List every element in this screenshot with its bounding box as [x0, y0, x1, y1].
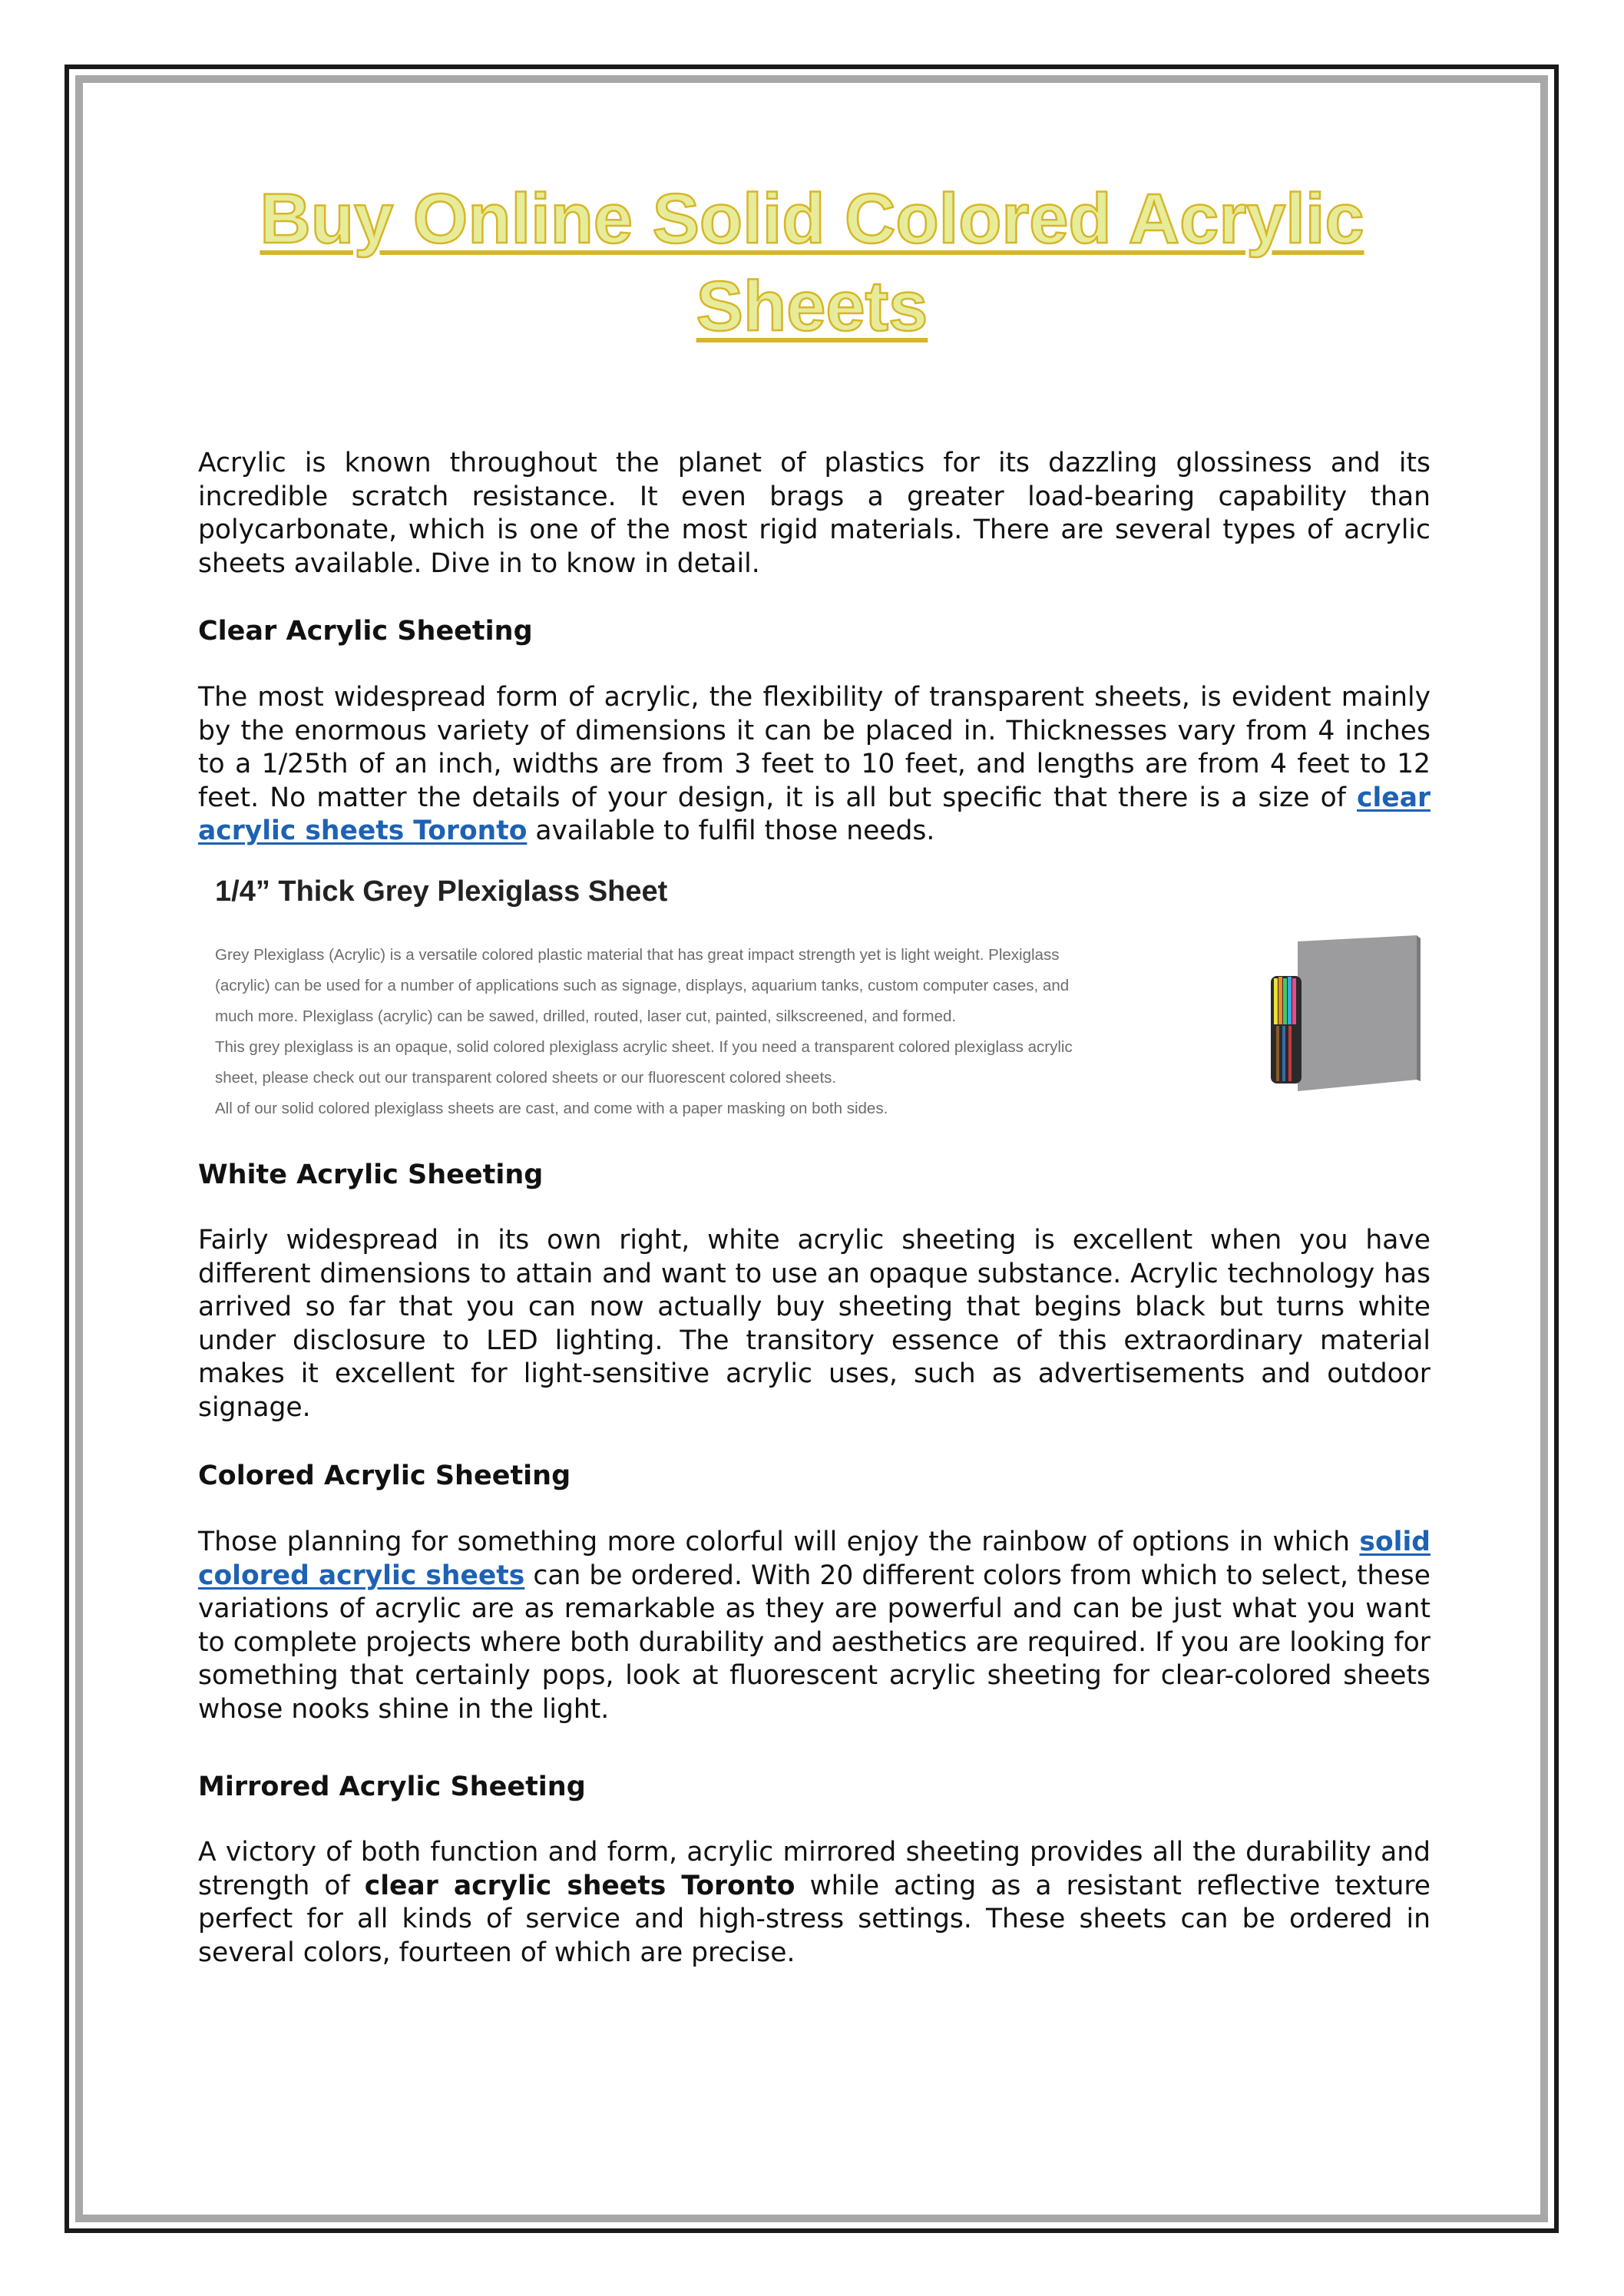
- solid-colored-acrylic-link[interactable]: solid colored acrylic sheets: [198, 1527, 1431, 1591]
- clear-text-after: available to fulfil those needs.: [527, 816, 935, 847]
- mirrored-acrylic-heading: Mirrored Acrylic Sheeting: [198, 1772, 586, 1802]
- mirrored-acrylic-paragraph: [198, 1836, 1431, 1970]
- clear-acrylic-link[interactable]: clear acrylic sheets Toronto: [198, 782, 1431, 847]
- product-description-line: Grey Plexiglass (Acrylic) is a versatile colored plastic material that has great impact strength yet is light weight. Plexiglass: [215, 946, 1060, 964]
- product-description-line: All of our solid colored plexiglass sheets are cast, and come with a paper masking on both sides.: [215, 1100, 888, 1117]
- page-title: [138, 175, 1486, 350]
- mirrored-text-after: while acting as a resistant reflective texture perfect for all kinds of service and high-stress settings. These sheets can be ordered in several colors, fourteen of which are precise.: [198, 1870, 1431, 1968]
- intro-paragraph: Acrylic is known throughout the planet of plastics for its dazzling glossiness and its incredible scratch resistance. It even brags a greater load-bearing capability than polycarbonate, which is one of the most rigid materials. There are several types of acrylic sheets available. Dive in to know in detail.: [198, 448, 1431, 579]
- mirrored-text-before: A victory of both function and form, acrylic mirrored sheeting provides all the durability and strength of: [198, 1837, 1431, 1901]
- mirrored-bold-phrase: clear acrylic sheets Toronto: [364, 1870, 795, 1901]
- white-acrylic-heading: White Acrylic Sheeting: [198, 1160, 544, 1190]
- colored-acrylic-heading: Colored Acrylic Sheeting: [198, 1461, 571, 1491]
- page-title-line-2: Sheets: [696, 267, 928, 346]
- white-acrylic-paragraph: Fairly widespread in its own right, white acrylic sheeting is excellent when you have different dimensions to attain and want to use an opaque substance. Acrylic technology has arrived so far that you can now actually buy sheeting that begins black but turns white under disclosure to LED lighting. The transitory essence of this extraordinary material makes it excellent for light-sensitive acrylic uses, such as advertisements and outdoor signage.: [198, 1225, 1431, 1423]
- product-title: 1/4” Thick Grey Plexiglass Sheet: [215, 875, 668, 908]
- product-screenshot: [207, 875, 1421, 1136]
- product-description-line: This grey plexiglass is an opaque, solid colored plexiglass acrylic sheet. If you need a transparent colored plexiglass acrylic: [215, 1038, 1073, 1056]
- product-description-line: (acrylic) can be used for a number of applications such as signage, displays, aquarium tanks, custom computer cases, and: [215, 977, 1070, 994]
- product-description-line: sheet, please check out our transparent colored sheets or our fluorescent colored sheets.: [215, 1069, 837, 1087]
- colored-acrylic-paragraph: [198, 1526, 1431, 1727]
- product-description-line: much more. Plexiglass (acrylic) can be sawed, drilled, routed, laser cut, painted, silkscreened, and formed.: [215, 1007, 957, 1025]
- colored-text-before: Those planning for something more colorful will enjoy the rainbow of options in which: [198, 1527, 1360, 1557]
- clear-acrylic-paragraph: [198, 681, 1431, 849]
- clear-text-before: The most widespread form of acrylic, the flexibility of transparent sheets, is evident mainly by the enormous variety of dimensions it can be placed in. Thicknesses vary from 4 inches to a 1/25th of an inch, widths are from 3 feet to 10 feet, and lengths are from 4 feet to 12 feet. No matter the details of your design, it is all but specific that there is a size of: [198, 682, 1431, 813]
- clear-acrylic-heading: Clear Acrylic Sheeting: [198, 616, 533, 647]
- grey-acrylic-sheet-image: [1267, 934, 1421, 1095]
- page-title-line-1: Buy Online Solid Colored Acrylic: [260, 180, 1364, 258]
- colored-text-after: can be ordered. With 20 different colors from which to select, these variations of acrylic are as remarkable as they are powerful and can be just what you want to complete projects where both durability and aesthetics are required. If you are looking for something that certainly pops, look at fluorescent acrylic sheeting for clear-colored sheets whose nooks shine in the light.: [198, 1560, 1431, 1725]
